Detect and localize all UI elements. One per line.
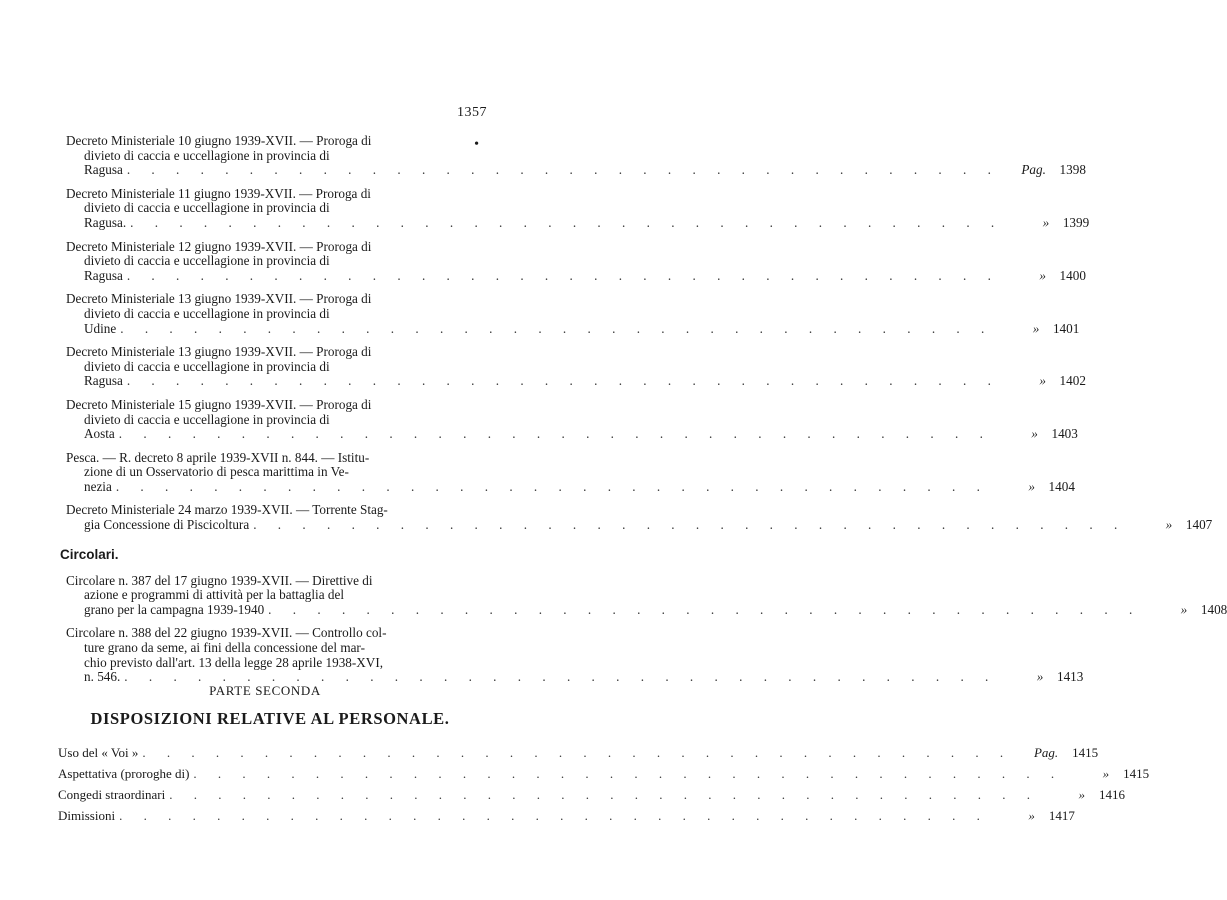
page-ref	[1071, 763, 1149, 784]
entry-last-line	[66, 601, 1227, 618]
dot-leader: . . . . . . . . . . . . . . . . . . . . . . . . . . . . . . . . . . . .	[126, 373, 1000, 389]
page-number-ref: 1400	[1059, 267, 1086, 283]
page-marker: »	[1042, 214, 1050, 230]
page-number-ref: 1416	[1098, 787, 1125, 802]
dot-leader: . . . . . . . . . . . . . . . . . . . . . . . . . . . . . . . . . . . .	[268, 601, 1142, 617]
entry-last-line	[66, 373, 1086, 389]
page-number-ref: 1401	[1052, 320, 1080, 336]
page-ref	[1134, 518, 1212, 533]
page-ref	[1008, 163, 1086, 178]
entry-last-line	[66, 426, 1078, 442]
page-ref	[1008, 269, 1086, 284]
page-ref	[1000, 427, 1078, 442]
page-marker: »	[1039, 373, 1046, 389]
personnel-label: Congedi straordinari	[58, 787, 166, 802]
entry-last-text: Ragusa	[84, 267, 123, 283]
entry-line: azione e programmi di attività per la battaglia del	[84, 587, 344, 603]
personnel-index	[58, 742, 1150, 826]
personnel-row	[58, 805, 1075, 826]
entry-line: Pesca. — R. decreto 8 aprile 1939-XVII n. 844. — Istitu-	[66, 449, 370, 465]
page-marker: »	[1028, 478, 1035, 494]
page-number: 1357	[457, 105, 487, 120]
entry-line: divieto di caccia e uccellagione in provincia di	[84, 147, 330, 163]
personnel-row	[58, 742, 1099, 763]
dot-leader: . . . . . . . . . . . . . . . . . . . . . . . . . . . . . . . . . . . .	[119, 808, 989, 823]
page-number-ref: 1402	[1059, 373, 1086, 389]
entry-last-text: Ragusa	[84, 373, 123, 389]
entry-last-line	[66, 320, 1080, 337]
index-entry	[66, 344, 1086, 389]
page-marker: »	[1165, 517, 1173, 533]
entry-line: Circolare n. 388 del 22 giugno 1939-XVII. — Controllo col-	[66, 625, 387, 641]
dot-leader: . . . . . . . . . . . . . . . . . . . . . . . . . . . . . . . . . . . .	[253, 517, 1127, 533]
dot-mark: •	[474, 137, 479, 152]
entry-last-text: gia Concessione di Piscicoltura	[84, 517, 250, 533]
entry-last-line	[66, 517, 1213, 533]
dot-leader: . . . . . . . . . . . . . . . . . . . . . . . . . . . . . . . . . . . .	[126, 267, 1000, 283]
page-ref	[1011, 216, 1089, 231]
entry-last-line	[66, 267, 1086, 284]
page-ref	[1001, 322, 1079, 337]
decree-list	[66, 133, 1213, 533]
page-ref	[997, 480, 1075, 495]
entry-line: divieto di caccia e uccellagione in provincia di	[84, 200, 330, 216]
page-marker: Pag.	[1021, 162, 1046, 178]
page-marker: »	[1078, 787, 1085, 802]
entry-last-line	[66, 214, 1090, 231]
entry-line: Circolare n. 387 del 17 giugno 1939-XVII. — Direttive di	[66, 572, 373, 588]
page-marker: »	[1036, 669, 1044, 685]
page-number-ref: 1403	[1051, 426, 1078, 442]
entry-line: Decreto Ministeriale 13 giugno 1939-XVII. — Proroga di	[66, 291, 372, 307]
personnel-label: Uso del « Voi »	[58, 745, 139, 760]
page-number-ref: 1407	[1185, 517, 1213, 533]
dot-leader: . . . . . . . . . . . . . . . . . . . . . . . . . . . . . . . . . . . .	[124, 669, 998, 685]
entry-last-text: Udine	[84, 320, 117, 336]
page-marker: »	[1180, 601, 1188, 617]
dot-leader: . . . . . . . . . . . . . . . . . . . . . . . . . . . . . . . . . . . .	[193, 766, 1064, 781]
dot-leader: . . . . . . . . . . . . . . . . . . . . . . . . . . . . . . . . . . . .	[142, 745, 1013, 760]
entry-last-line	[66, 478, 1075, 495]
circular-list	[66, 572, 1227, 685]
index-entry	[66, 449, 1075, 495]
entry-line: divieto di caccia e uccellagione in provincia di	[84, 358, 330, 374]
index-entry	[66, 572, 1227, 618]
index-entry	[66, 396, 1078, 442]
personnel-label: Dimissioni	[58, 808, 116, 823]
page-marker: »	[1102, 766, 1110, 781]
personnel-label: Aspettativa (proroghe di)	[58, 766, 190, 781]
page-number-ref: 1399	[1062, 214, 1090, 230]
entry-line: divieto di caccia e uccellagione in provincia di	[84, 305, 330, 321]
page-ref	[1020, 742, 1098, 763]
page-number-ref: 1415	[1072, 745, 1099, 760]
page-number-ref: 1417	[1048, 808, 1075, 823]
index-entry	[66, 133, 1086, 178]
personnel-row	[58, 784, 1125, 805]
dot-leader: . . . . . . . . . . . . . . . . . . . . . . . . . . . . . . . . . . . .	[115, 478, 989, 494]
entry-line: zione di un Osservatorio di pesca marittima in Ve-	[84, 464, 349, 480]
page-number-ref: 1408	[1200, 601, 1227, 617]
dot-leader: . . . . . . . . . . . . . . . . . . . . . . . . . . . . . . . . . . . .	[126, 162, 1000, 178]
index-entry	[66, 185, 1090, 231]
entry-line: Decreto Ministeriale 13 giugno 1939-XVII. — Proroga di	[66, 344, 372, 360]
index-entries	[60, 133, 1227, 694]
page-number-ref: 1413	[1056, 669, 1084, 685]
entry-last-text: n. 546.	[84, 669, 121, 685]
page-marker: »	[1028, 808, 1035, 823]
entry-line: Decreto Ministeriale 10 giugno 1939-XVII. — Proroga di	[66, 133, 372, 148]
dot-leader: . . . . . . . . . . . . . . . . . . . . . . . . . . . . . . . . . . . .	[118, 426, 992, 442]
entry-last-text: Aosta	[84, 426, 115, 442]
page-number-ref: 1398	[1059, 162, 1086, 178]
entry-last-text: nezia	[84, 478, 112, 494]
index-entry	[66, 625, 1084, 685]
page-number-ref: 1415	[1123, 766, 1150, 781]
entry-last-text: Ragusa	[84, 162, 123, 178]
page-marker: »	[1039, 267, 1046, 283]
entry-line: ture grano da seme, ai fini della concessione del mar-	[84, 640, 365, 656]
page-ref	[1047, 784, 1125, 805]
entry-last-text: grano per la campagna 1939-1940	[84, 601, 265, 617]
personnel-row	[58, 763, 1150, 784]
entry-line: divieto di caccia e uccellagione in provincia di	[84, 411, 330, 427]
entry-line: Decreto Ministeriale 15 giugno 1939-XVII. — Proroga di	[66, 396, 372, 412]
page-marker: »	[1031, 426, 1038, 442]
dot-leader: . . . . . . . . . . . . . . . . . . . . . . . . . . . . . . . . . . . .	[120, 320, 994, 336]
page-marker: »	[1032, 320, 1040, 336]
entry-line: Decreto Ministeriale 12 giugno 1939-XVII. — Proroga di	[66, 238, 372, 254]
page-ref	[1149, 603, 1227, 618]
circolari-heading: Circolari.	[60, 546, 119, 562]
part-heading: DISPOSIZIONI RELATIVE AL PERSONALE.	[90, 709, 450, 728]
page-ref	[1008, 374, 1086, 389]
entry-last-line	[66, 162, 1086, 178]
page-marker: Pag.	[1033, 745, 1059, 760]
entry-line: chio previsto dall'art. 13 della legge 28 aprile 1938-XVI,	[84, 654, 384, 670]
page-ref	[1005, 670, 1083, 685]
page-ref	[997, 805, 1075, 826]
index-entry	[66, 291, 1080, 336]
entry-line: Decreto Ministeriale 11 giugno 1939-XVII. — Proroga di	[66, 185, 371, 201]
index-entry	[66, 238, 1086, 284]
entry-last-text: Ragusa.	[84, 214, 127, 230]
dot-leader: . . . . . . . . . . . . . . . . . . . . . . . . . . . . . . . . . . . .	[130, 214, 1004, 230]
page-number-ref: 1404	[1048, 478, 1075, 494]
index-entry	[66, 502, 1213, 533]
entry-line: Decreto Ministeriale 24 marzo 1939-XVII. — Torrente Stag-	[66, 502, 388, 518]
entry-line: divieto di caccia e uccellagione in provincia di	[84, 253, 330, 269]
part-title: PARTE SECONDA	[209, 683, 321, 698]
dot-leader: . . . . . . . . . . . . . . . . . . . . . . . . . . . . . . . . . . . .	[169, 787, 1039, 802]
